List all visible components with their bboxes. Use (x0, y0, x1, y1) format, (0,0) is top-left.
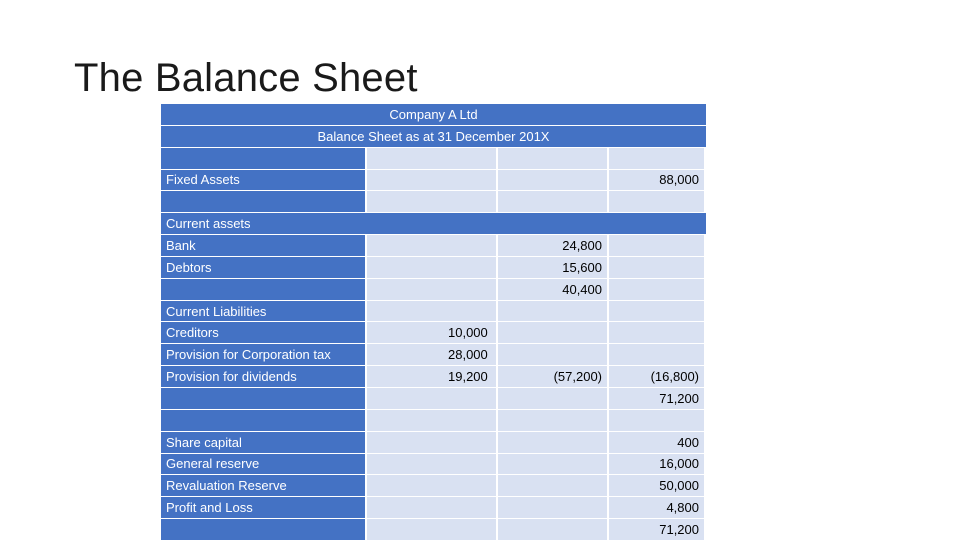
table-cell (609, 322, 706, 344)
slide-title: The Balance Sheet (74, 56, 418, 100)
table-cell (609, 257, 706, 279)
table-cell (161, 410, 367, 432)
corporation-tax-value: 28,000 (367, 344, 498, 366)
row-label-fixed-assets: Fixed Assets (161, 170, 367, 192)
section-current-liabilities: Current Liabilities (161, 301, 367, 323)
equity-total: 71,200 (609, 519, 706, 541)
table-cell (498, 170, 609, 192)
table-cell (498, 432, 609, 454)
table-cell (161, 148, 367, 170)
table-cell (498, 410, 609, 432)
table-cell (609, 301, 706, 323)
table-cell (367, 432, 498, 454)
table-cell (367, 257, 498, 279)
table-cell (498, 475, 609, 497)
row-label-bank: Bank (161, 235, 367, 257)
table-cell (161, 388, 367, 410)
fixed-assets-total: 88,000 (609, 170, 706, 192)
table-cell (367, 410, 498, 432)
row-label-revaluation-reserve: Revaluation Reserve (161, 475, 367, 497)
table-cell (609, 191, 706, 213)
table-cell (498, 191, 609, 213)
row-label-profit-and-loss: Profit and Loss (161, 497, 367, 519)
table-cell (367, 497, 498, 519)
table-cell (367, 301, 498, 323)
balance-sheet-date-header: Balance Sheet as at 31 December 201X (161, 126, 706, 148)
net-assets-total: 71,200 (609, 388, 706, 410)
row-label-creditors: Creditors (161, 322, 367, 344)
table-cell (609, 148, 706, 170)
table-cell (367, 475, 498, 497)
table-cell (498, 497, 609, 519)
table-cell (161, 279, 367, 301)
table-cell (498, 344, 609, 366)
table-cell (609, 235, 706, 257)
dividends-value: 19,200 (367, 366, 498, 388)
table-cell (609, 279, 706, 301)
net-current-assets: (16,800) (609, 366, 706, 388)
table-cell (367, 191, 498, 213)
table-cell (609, 410, 706, 432)
company-name-header: Company A Ltd (161, 104, 706, 126)
revaluation-reserve-value: 50,000 (609, 475, 706, 497)
general-reserve-value: 16,000 (609, 454, 706, 476)
table-cell (498, 322, 609, 344)
debtors-value: 15,600 (498, 257, 609, 279)
table-cell (498, 301, 609, 323)
table-cell (367, 519, 498, 541)
current-liabilities-total: (57,200) (498, 366, 609, 388)
creditors-value: 10,000 (367, 322, 498, 344)
table-cell (367, 388, 498, 410)
table-cell (498, 148, 609, 170)
share-capital-value: 400 (609, 432, 706, 454)
row-label-debtors: Debtors (161, 257, 367, 279)
section-current-assets: Current assets (161, 213, 706, 235)
table-cell (609, 344, 706, 366)
table-cell (498, 388, 609, 410)
balance-sheet-table (161, 104, 707, 541)
table-cell (161, 519, 367, 541)
table-cell (367, 279, 498, 301)
table-cell (367, 454, 498, 476)
bank-value: 24,800 (498, 235, 609, 257)
table-cell (498, 519, 609, 541)
table-cell (498, 454, 609, 476)
table-cell (367, 235, 498, 257)
profit-and-loss-value: 4,800 (609, 497, 706, 519)
row-label-general-reserve: General reserve (161, 454, 367, 476)
row-label-dividends: Provision for dividends (161, 366, 367, 388)
current-assets-subtotal: 40,400 (498, 279, 609, 301)
row-label-corporation-tax: Provision for Corporation tax (161, 344, 367, 366)
table-cell (161, 191, 367, 213)
table-cell (367, 170, 498, 192)
row-label-share-capital: Share capital (161, 432, 367, 454)
table-cell (367, 148, 498, 170)
